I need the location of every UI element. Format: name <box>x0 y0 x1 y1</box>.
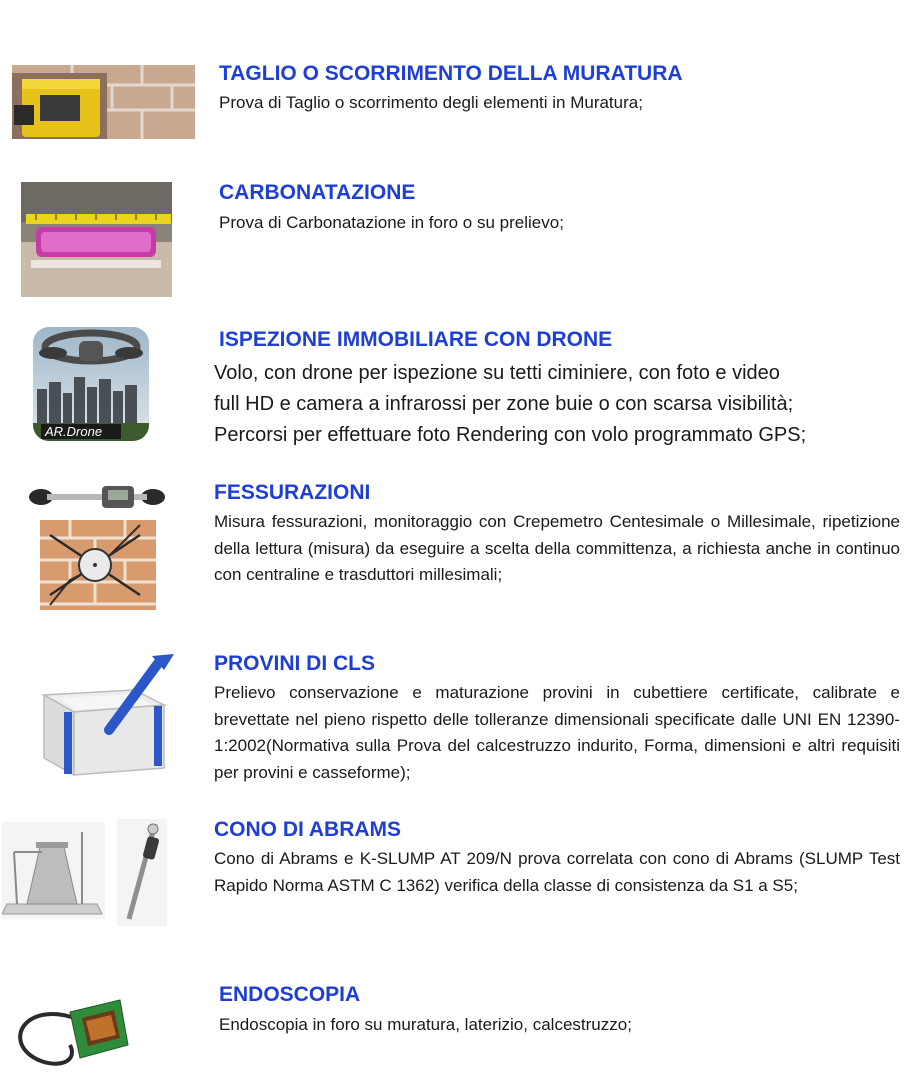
crack-gauge-photo <box>40 520 156 610</box>
section-description: Cono di Abrams e K-SLUMP AT 209/N prova correlata con cono di Abrams (SLUMP Test Rapido Norma ASTM C 1362) verifica della classe di consistenza da S1 a S5; <box>214 849 900 895</box>
drone-logo-text: AR.Drone <box>45 424 103 439</box>
abrams-cone-photo <box>117 819 167 926</box>
section-title: ENDOSCOPIA <box>219 983 361 1006</box>
description-line: Volo, con drone per ispezione su tetti ciminiere, con foto e video <box>214 362 780 384</box>
section-title: CARBONATAZIONE <box>219 181 416 204</box>
drone-app-icon <box>33 327 149 441</box>
section-description <box>214 358 904 451</box>
endoscope-photo <box>10 990 130 1072</box>
section-description: Misura fessurazioni, monitoraggio con Crepemetro Centesimale o Millesimale, ripetizione della lettura (misura) da eseguire a scelta della committenza, a richiesta anche in continuo con centraline e trasduttori millesimali; <box>214 512 900 584</box>
section-description <box>219 1012 899 1039</box>
section-description: Prelievo conservazione e maturazione provini in cubettiere certificate, calibrate e brevettate nel pieno rispetto delle tolleranze dimensionali specificate dalle UNI EN 12390-1:2002(Normativa sulla Prova del calcestruzzo indurito, Forma, dimensioni e altri requisiti per provini e casseforme); <box>214 683 900 782</box>
section-description <box>219 90 899 117</box>
description-line: Endoscopia in foro su muratura, laterizio, calcestruzzo; <box>219 1015 632 1034</box>
description-line: full HD e camera a infrarossi per zone buie o con scarsa visibilità; <box>214 393 794 415</box>
section-title: FESSURAZIONI <box>214 481 371 504</box>
section-title: TAGLIO O SCORRIMENTO DELLA MURATURA <box>219 62 683 85</box>
section-title: CONO DI ABRAMS <box>214 818 402 841</box>
carbonation-sample-photo <box>21 182 172 297</box>
section-title: ISPEZIONE IMMOBILIARE CON DRONE <box>219 328 613 351</box>
description-line: Percorsi per effettuare foto Rendering con volo programmato GPS; <box>214 424 807 446</box>
description-line: Prova di Carbonatazione in foro o su prelievo; <box>219 213 564 232</box>
crack-gauge-photo <box>27 482 167 512</box>
abrams-cone-photo <box>2 822 105 919</box>
masonry-jack-photo <box>12 65 195 139</box>
section-title: PROVINI DI CLS <box>214 652 376 675</box>
specimen-mold-photo <box>14 650 190 788</box>
description-line: Prova di Taglio o scorrimento degli elementi in Muratura; <box>219 93 643 112</box>
section-description <box>219 210 899 237</box>
